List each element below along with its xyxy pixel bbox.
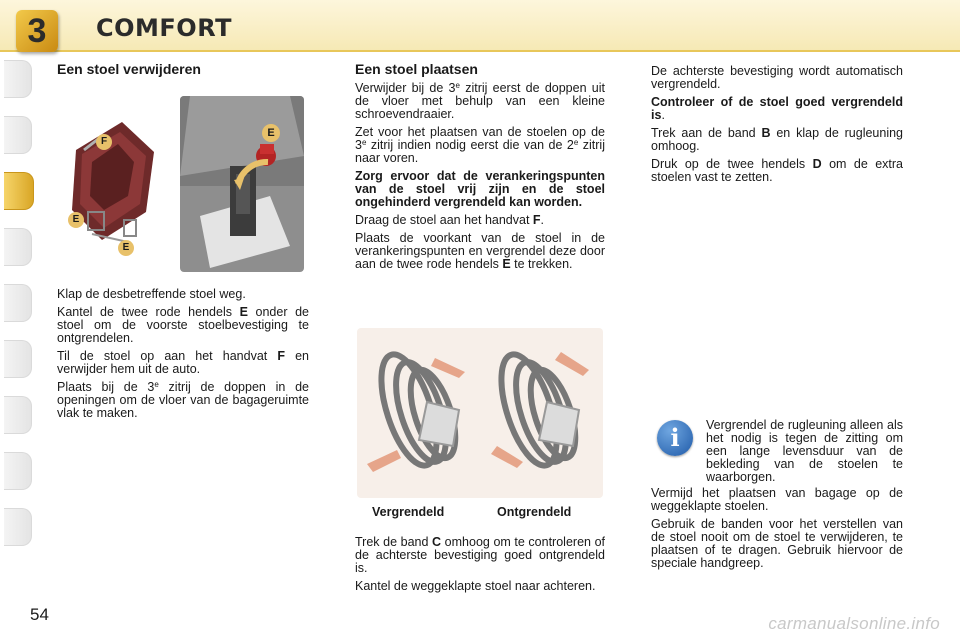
info-note-3: Gebruik de banden voor het verstellen van de stoel nooit om de stoel te verwijderen, te plaatsen of te dragen. Gebruik hiervoor de speciale handgreep. [651,517,903,570]
label-lever-e-left: E [68,212,84,228]
info-note-2: Vermijd het plaatsen van bagage op de weggeklapte stoelen. [651,486,903,513]
chapter-tab-5[interactable] [4,284,32,322]
column-lock-seat [651,65,903,189]
install-warning: Zorg ervoor dat de verankeringspunten van de stoel vrij zijn en de stoel ongehinderd vergrendeld kan worden. [355,169,605,209]
column-remove-seat-text [57,288,309,425]
install-step-1: Verwijder bij de 3e zitrij eerst de doppen uit de vloer met behulp van een kleine schroevendraaier. [355,81,605,121]
install-step-6: Kantel de weggeklapte stoel naar achteren. [355,579,596,593]
info-box-text-lower [651,487,903,575]
chapter-tab-9[interactable] [4,508,32,546]
column-remove-seat [57,63,309,82]
remove-step-2: Kantel de twee rode hendels E onder de stoel om de voorste stoelbevestiging te ontgrendelen. [57,305,310,345]
chapter-number-badge: 3 [16,10,58,52]
remove-step-4: Plaats bij de 3e zitrij de doppen in de openingen om de vloer van de bagageruimte vlak te maken. [57,380,309,420]
chapter-tab-rail [0,60,34,580]
label-lever-e-bottom: E [118,240,134,256]
chapter-tab-6[interactable] [4,340,32,378]
label-handle-f: F [96,134,112,150]
photo-folded-seat [62,92,174,262]
install-step-3: Draag de stoel aan het handvat F. [355,213,545,227]
info-box-text [706,419,903,489]
chapter-tab-3-active[interactable] [4,172,34,210]
info-note-1: Vergrendel de rugleuning alleen als het nodig is tegen de zitting om een lange levensduur van de bekleding van de stoelen te waarborgen. [706,418,903,484]
photo-lever-detail [180,96,304,272]
lock-info-2: Controleer of de stoel goed vergrendeld is. [651,95,903,122]
section-heading-remove: Een stoel verwijderen [57,61,201,77]
install-step-4: Plaats de voorkant van de stoel in de verankeringspunten en vergrendel deze door aan de twee rode hendels E te trekken. [355,231,605,271]
chapter-tab-7[interactable] [4,396,32,434]
chapter-tab-8[interactable] [4,452,32,490]
caption-locked: Vergrendeld [372,505,445,519]
caption-unlocked: Ontgrendeld [497,505,572,519]
label-lever-e-detail: E [262,124,280,142]
chapter-title: COMFORT [96,14,232,42]
install-step-2: Zet voor het plaatsen van de stoelen op de 3e zitrij indien nodig eerst die van de 2e zitrij naar voren. [355,125,605,165]
remove-step-3: Til de stoel op aan het handvat F en verwijder hem uit de auto. [57,349,309,376]
chapter-tab-4[interactable] [4,228,32,266]
remove-step-1: Klap de desbetreffende stoel weg. [57,287,246,301]
info-icon: i [657,420,693,456]
lock-step-1: Trek aan de band B en klap de rugleuning omhoog. [651,126,904,153]
install-step-5: Trek de band C omhoog om te controleren of de achterste bevestiging goed ontgrendeld is. [355,535,605,575]
section-heading-install: Een stoel plaatsen [355,61,478,77]
lock-info-1: De achterste bevestiging wordt automatisch vergrendeld. [651,64,903,91]
watermark: carmanualsonline.info [768,614,940,633]
chapter-tab-1[interactable] [4,60,32,98]
chapter-tab-2[interactable] [4,116,32,154]
column-install-seat-lower [355,536,605,598]
lock-step-2: Druk op de twee hendels D om de extra stoelen vast te zetten. [651,157,903,184]
illustration-lock-states [357,328,603,498]
page-number: 54 [30,605,49,624]
column-install-seat [355,63,605,276]
